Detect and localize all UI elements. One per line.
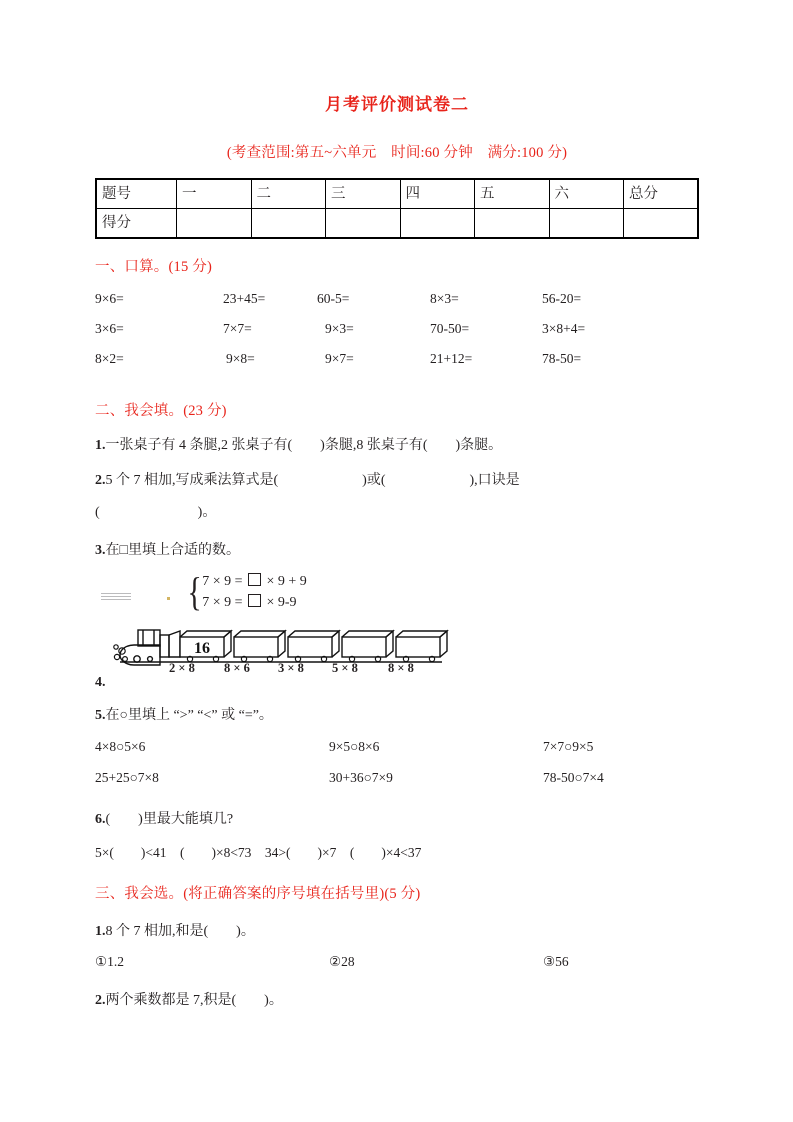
question-2-1-number: 1. xyxy=(95,438,106,453)
question-2-1-text: 一张桌子有 4 条腿,2 张桌子有( )条腿,8 张桌子有( )条腿。 xyxy=(105,438,503,453)
score-cell-3[interactable] xyxy=(326,209,401,239)
column-header-3: 三 xyxy=(326,179,401,209)
scan-speck xyxy=(167,597,170,600)
score-cell-total[interactable] xyxy=(624,209,699,239)
question-2-6-number: 6. xyxy=(95,811,106,827)
train-label-1: 2 × 8 xyxy=(169,661,195,675)
table-row-question-numbers xyxy=(96,179,698,209)
question-3-1 xyxy=(95,923,699,941)
row-label-question-number: 题号 xyxy=(96,179,177,209)
calc-item-3-5: 78-50= xyxy=(542,351,582,366)
question-3-2-number: 2. xyxy=(95,993,106,1009)
question-2-4-number: 4. xyxy=(95,675,106,690)
question-2-3-text: 在□里填上合适的数。 xyxy=(105,542,240,558)
train-label-4: 5 × 8 xyxy=(332,661,358,675)
question-3-1-text: 8 个 7 相加,和是( )。 xyxy=(105,923,255,939)
calc-item-2-3: 9×3= xyxy=(325,321,354,336)
score-table xyxy=(95,178,699,239)
question-2-2-text: 5 个 7 相加,写成乘法算式是( )或( ),口诀是 xyxy=(105,472,520,488)
question-2-2-number: 2. xyxy=(95,472,106,488)
compare-item-2-3: 78-50○7×4 xyxy=(543,769,604,785)
brace-equations xyxy=(185,571,307,613)
compare-item-2-2: 30+36○7×9 xyxy=(329,769,393,785)
option-1[interactable]: ①1.2 xyxy=(95,954,124,970)
column-header-2: 二 xyxy=(251,179,326,209)
question-2-2 xyxy=(95,472,699,490)
score-cell-4[interactable] xyxy=(400,209,475,239)
section-heading-three: 三、我会选。(将正确答案的序号填在括号里)(5 分) xyxy=(95,885,421,902)
equation-row-1 xyxy=(202,571,307,592)
score-cell-2[interactable] xyxy=(251,209,326,239)
option-2[interactable]: ②28 xyxy=(329,954,355,970)
scan-artifact xyxy=(101,593,131,600)
train-label-3: 3 × 8 xyxy=(278,661,304,675)
calc-item-2-2: 7×7= xyxy=(223,321,252,336)
calc-item-3-3: 9×7= xyxy=(325,351,354,366)
question-2-5-text: 在○里填上 “>” “<” 或 “=”。 xyxy=(105,708,273,723)
left-brace-icon: { xyxy=(187,569,202,614)
question-2-2-continued: ( )。 xyxy=(95,505,217,520)
calc-item-1-5: 56-20= xyxy=(542,291,582,306)
compare-item-1-1: 4×8○5×6 xyxy=(95,738,146,754)
page-title: 月考评价测试卷二 xyxy=(325,95,469,114)
calc-item-2-5: 3×8+4= xyxy=(542,321,586,336)
calc-row-3 xyxy=(95,351,699,381)
score-cell-5[interactable] xyxy=(475,209,550,239)
option-row xyxy=(95,954,699,982)
calc-item-1-1: 9×6= xyxy=(95,291,124,306)
train-illustration xyxy=(95,621,699,679)
column-header-5: 五 xyxy=(475,179,550,209)
column-header-6: 六 xyxy=(549,179,624,209)
exam-subtitle: (考查范围:第五~六单元 时间:60 分钟 满分:100 分) xyxy=(226,145,568,161)
compare-item-1-2: 9×5○8×6 xyxy=(329,738,380,754)
score-cell-6[interactable] xyxy=(549,209,624,239)
answer-box-icon[interactable] xyxy=(248,573,261,586)
question-2-6 xyxy=(95,811,699,829)
column-header-total: 总分 xyxy=(624,179,699,209)
row-label-score: 得分 xyxy=(96,209,177,239)
column-header-1: 一 xyxy=(177,179,252,209)
train-car-value: 16 xyxy=(194,640,210,657)
question-2-5 xyxy=(95,707,699,725)
calc-row-2 xyxy=(95,321,699,351)
question-2-3-number: 3. xyxy=(95,542,106,558)
question-3-1-number: 1. xyxy=(95,923,106,939)
question-2-3 xyxy=(95,542,699,560)
equation-1-right: × 9 + 9 xyxy=(263,574,307,589)
question-2-1 xyxy=(95,437,699,455)
section-heading-one: 一、口算。(15 分) xyxy=(95,259,212,275)
calc-item-3-2: 9×8= xyxy=(226,351,255,366)
equation-2-left: 7 × 9 = xyxy=(202,595,246,610)
equation-2-right: × 9-9 xyxy=(263,595,297,610)
compare-row-2 xyxy=(95,770,699,801)
question-2-6-expressions: 5×( )<41 ( )×8<73 34>( )×7 ( )×4<37 xyxy=(95,845,422,860)
calc-item-3-4: 21+12= xyxy=(430,351,473,366)
compare-item-1-3: 7×7○9×5 xyxy=(543,738,594,754)
page-content xyxy=(95,0,699,1010)
calc-item-1-4: 8×3= xyxy=(430,291,459,306)
equation-1-left: 7 × 9 = xyxy=(202,574,246,589)
question-3-2-text: 两个乘数都是 7,积是( )。 xyxy=(105,993,283,1009)
score-cell-1[interactable] xyxy=(177,209,252,239)
calc-item-2-1: 3×6= xyxy=(95,321,124,336)
option-3[interactable]: ③56 xyxy=(543,954,569,970)
equation-list xyxy=(202,571,307,613)
column-header-4: 四 xyxy=(400,179,475,209)
equation-row-2 xyxy=(202,592,307,613)
train-label-5: 8 × 8 xyxy=(388,661,414,675)
calc-item-1-3: 60-5= xyxy=(317,291,350,306)
compare-item-2-1: 25+25○7×8 xyxy=(95,769,159,785)
train-label-2: 8 × 6 xyxy=(224,661,250,675)
brace-equation-group xyxy=(95,571,699,617)
question-3-2 xyxy=(95,992,699,1010)
section-heading-two: 二、我会填。(23 分) xyxy=(95,403,227,419)
calc-item-3-1: 8×2= xyxy=(95,351,124,366)
compare-row-1 xyxy=(95,739,699,770)
calc-item-2-4: 70-50= xyxy=(430,321,470,336)
table-row-scores xyxy=(96,209,698,239)
calc-item-1-2: 23+45= xyxy=(223,291,266,306)
question-2-5-number: 5. xyxy=(95,708,106,723)
question-2-6-text: ( )里最大能填几? xyxy=(105,811,234,827)
answer-box-icon[interactable] xyxy=(248,594,261,607)
calc-row-1 xyxy=(95,291,699,321)
